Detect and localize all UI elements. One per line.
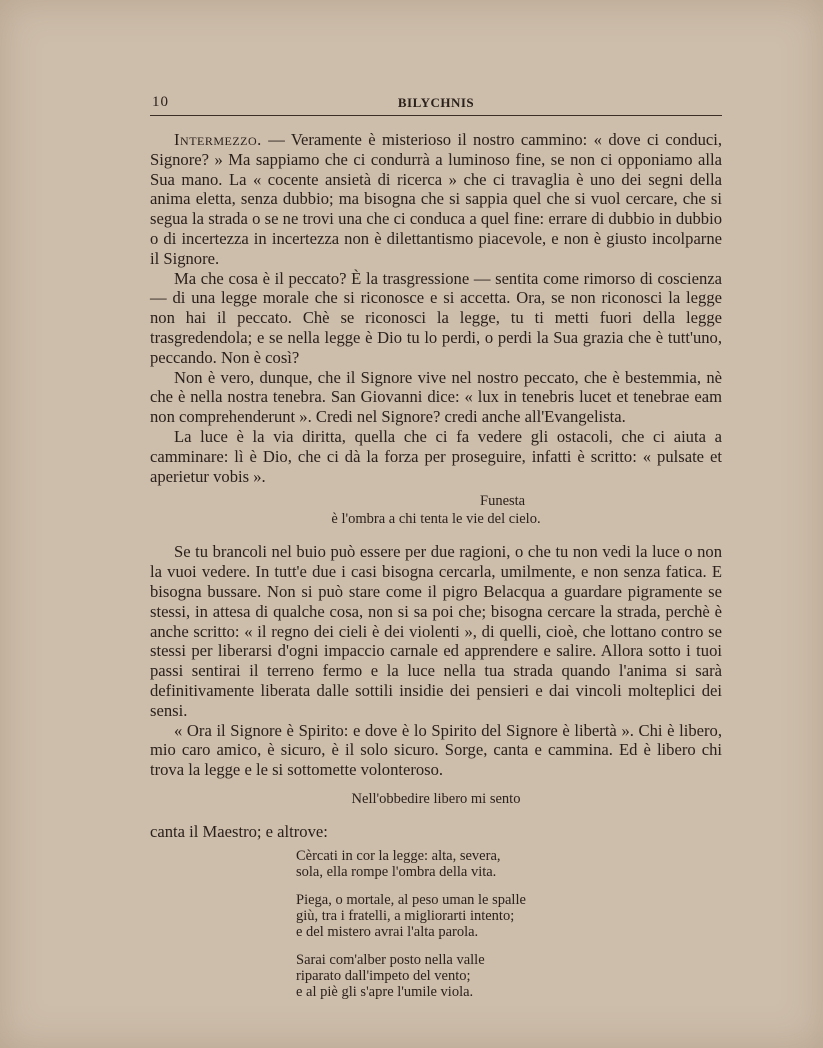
- page-header: [150, 94, 722, 114]
- poem-line: Sarai com'alber posto nella valle: [296, 951, 485, 968]
- body-text: [150, 130, 722, 1012]
- poem-line: Piega, o mortale, al peso uman le spalle: [296, 891, 526, 908]
- poem-stanza: [296, 892, 722, 940]
- poem-line: e al piè gli s'apre l'umile viola.: [296, 983, 474, 1000]
- paragraph: Ma che cosa è il peccato? È la trasgressione — sentita come rimorso di coscienza — di una legge morale che si riconosce e si accetta. Ora, se non riconosci la legge non hai il peccato. Chè se riconosci la legge, tu ti metti fuori della legge trasgredendola; e se nella legge è Dio tu lo perdi, o perdi la Sua grazia che è tutt'uno, peccando. Non è così?: [150, 268, 722, 367]
- poem-stanza: [296, 848, 722, 880]
- paragraph: Se tu brancoli nel buio può essere per due ragioni, o che tu non vedi la luce o non la vuoi vedere. In tutt'e due i casi bisogna cercarla, umilmente, e non senza fatica. E bisogna bussare. Non si può stare come il pigro Belacqua a guardare pigramente se stessi, in attesa di qualche cosa, non si sa poi che; bisogna cercare la strada, perchè è anche scritto: « il regno dei cieli è dei violenti », di quelli, cioè, che lottano contro se stessi per liberarsi d'ogni impaccio carnale ed apprendere e salire. Allora sotto i tuoi passi sentirai il terreno fermo e la luce nella tua strada quando l'anima si sarà definitivamente liberata dalle sottili insidie dei pensieri e dai vincoli molteplici dei sensi.: [150, 542, 722, 720]
- running-title: BILYCHNIS: [397, 95, 475, 110]
- paragraph: canta il Maestro; e altrove:: [150, 821, 328, 841]
- page-number: 10: [152, 94, 169, 110]
- quote-line: Funesta: [480, 493, 526, 510]
- paragraph-intermezzo: [150, 130, 722, 269]
- paragraph: « Ora il Signore è Spirito: e dove è lo Spirito del Signore è libertà ». Chi è libero, mio caro amico, è sicuro, è il solo sicuro. Sorge, canta e cammina. Ed è libero chi trova la legge e le si sottomette volonteroso.: [150, 720, 722, 780]
- poem-line: sola, ella rompe l'ombra della vita.: [296, 863, 497, 880]
- poem-stanza: [296, 952, 722, 1000]
- poem-line: riparato dall'impeto del vento;: [296, 967, 471, 984]
- poem-line: Cèrcati in cor la legge: alta, severa,: [296, 847, 501, 864]
- quote-line: è l'ombra a chi tenta le vie del cielo.: [331, 511, 541, 528]
- header-rule: [150, 115, 722, 116]
- poem-line: giù, tra i fratelli, a migliorarti intento;: [296, 907, 515, 924]
- section-lead: Intermezzo.: [174, 130, 262, 149]
- verse-quote: [150, 492, 722, 528]
- paragraph-text: — Veramente è misterioso il nostro cammino: « dove ci conduci, Signore? » Ma sappiamo che ci condurrà a luminoso fine, se non ci opponiamo alla Sua mano. La « cocente ansietà di ricerca » che ci travaglia è uno dei segni della anima eletta, senza dubbio; ma bisogna che si sappia quel che si vuol cercare, che si segua la strada o se ne trovi una che ci conduca a quel fine: errare di dubbio in dubbio o di incertezza in incertezza non è dilettantismo piacevole, e non è giusto incolparne il Signore.: [150, 130, 722, 268]
- quote-line: Nell'obbedire libero mi sento: [351, 790, 521, 807]
- verse-quote: [150, 790, 722, 808]
- paragraph: Non è vero, dunque, che il Signore vive nel nostro peccato, che è bestemmia, nè che è nella nostra tenebra. San Giovanni dice: « lux in tenebris lucet et tenebrae eam non comprehenderunt ». Credi nel Signore? credi anche all'Evangelista.: [150, 367, 722, 427]
- paragraph: La luce è la via diritta, quella che ci fa vedere gli ostacoli, che ci aiuta a camminare: lì è Dio, che ci dà la forza per proseguire, infatti è scritto: « pulsate et aperietur vobis ».: [150, 426, 722, 486]
- poem-line: e del mistero avrai l'alta parola.: [296, 923, 479, 940]
- poem: [296, 848, 722, 1000]
